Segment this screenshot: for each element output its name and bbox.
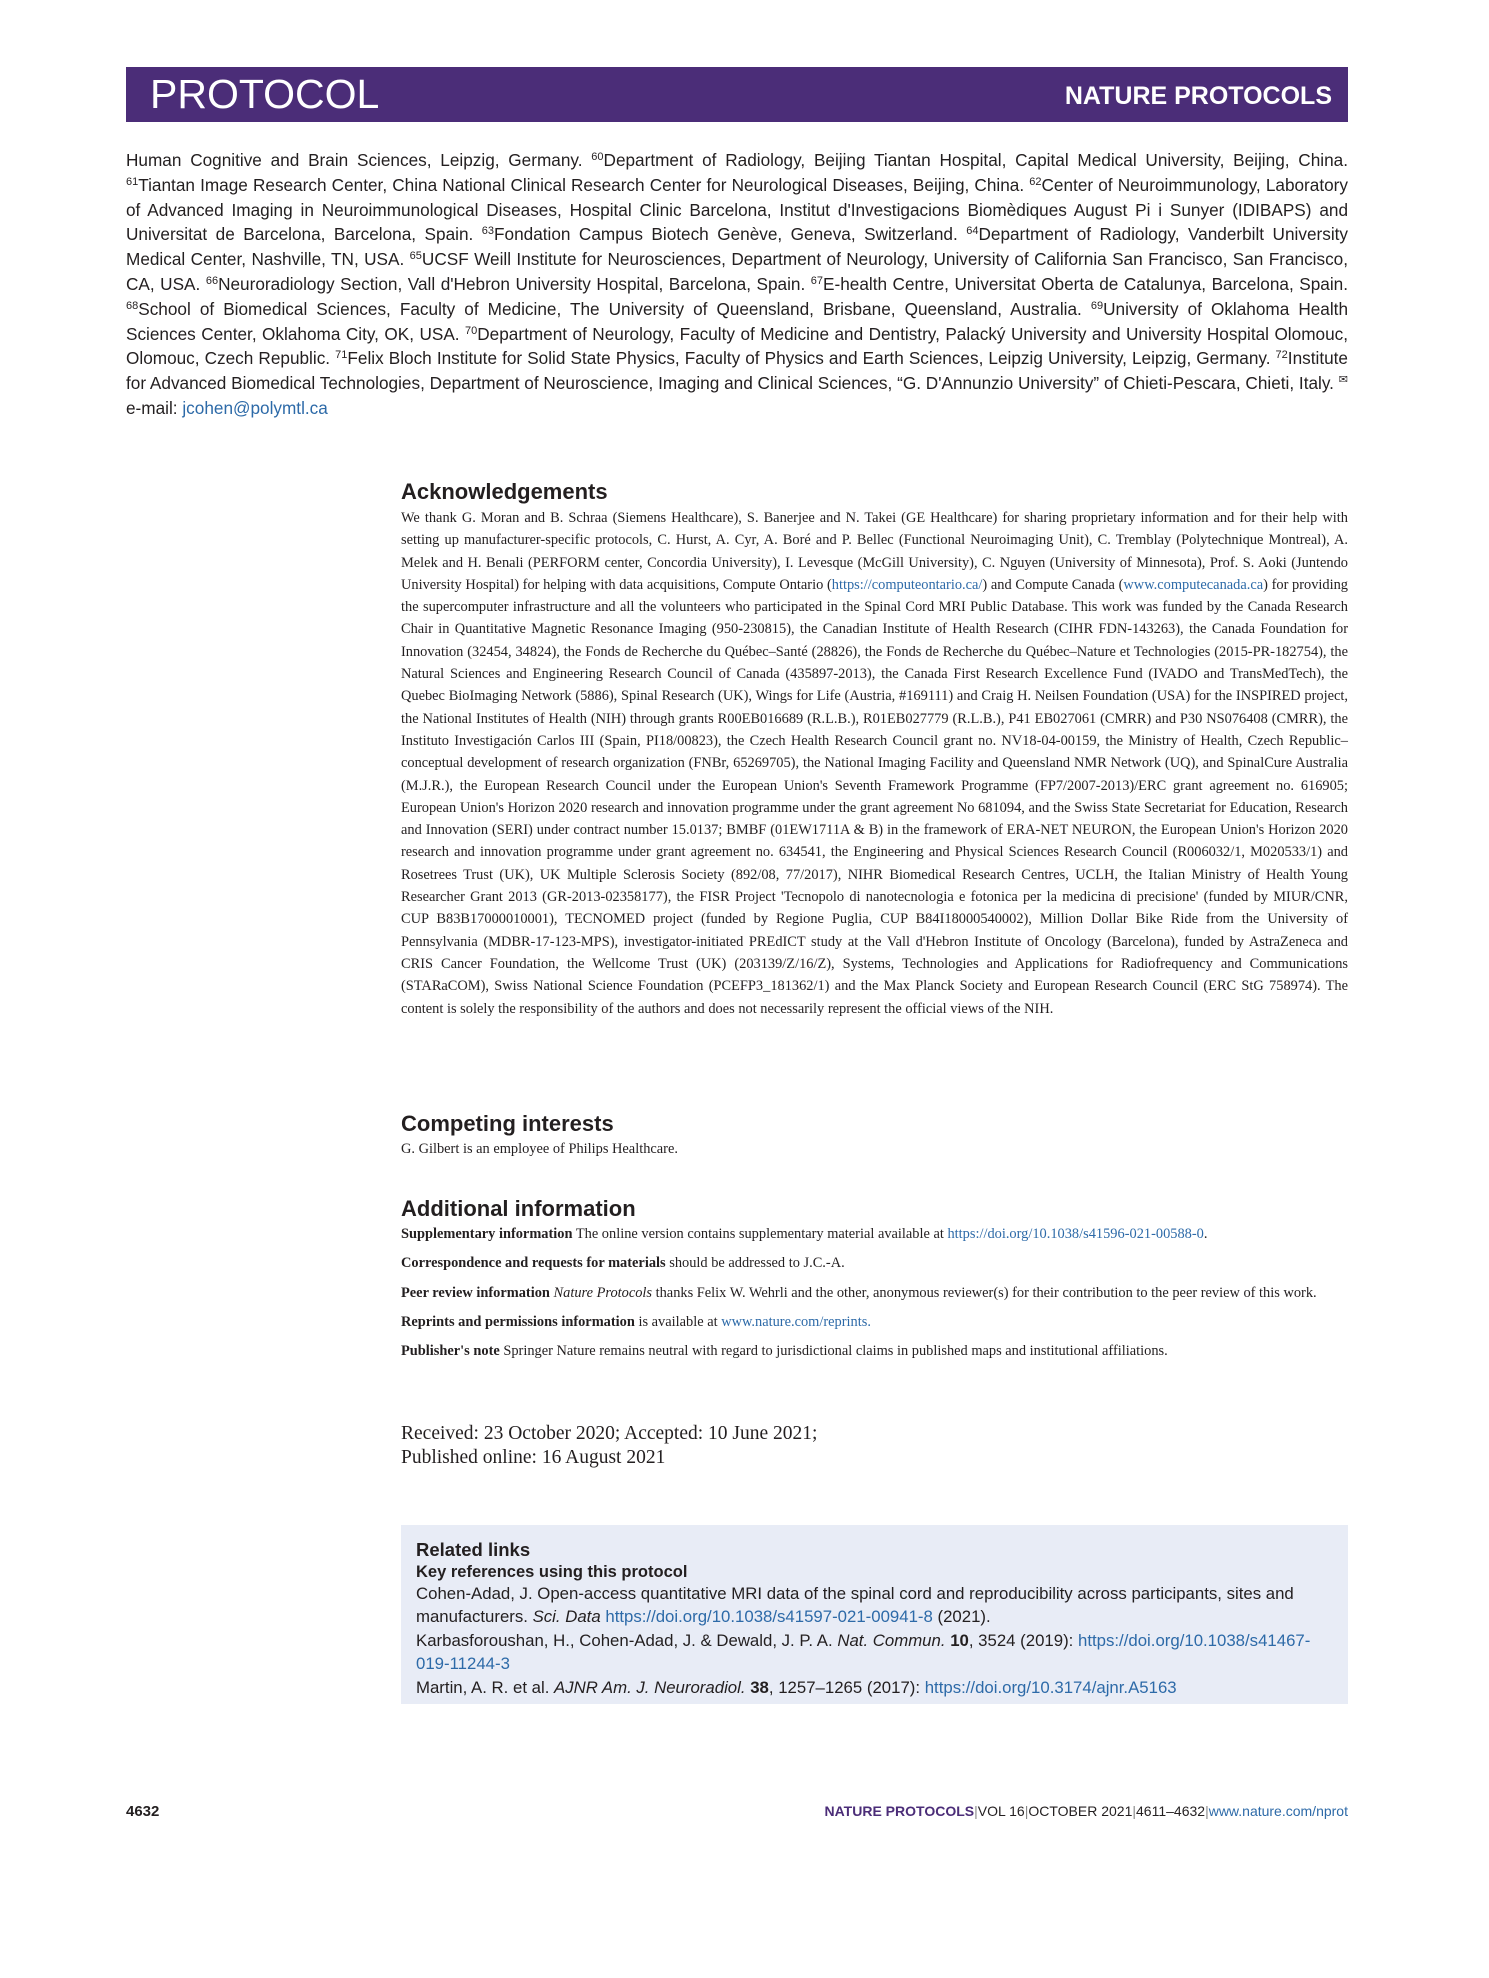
acknowledgements-title: Acknowledgements [401, 479, 608, 504]
reference-doi-link[interactable]: https://doi.org/10.3174/ajnr.A5163 [924, 1677, 1177, 1697]
received-accepted-dates: Received: 23 October 2020; Accepted: 10 June 2021; [401, 1423, 818, 1444]
email-icon: ✉ [1338, 374, 1348, 387]
publishers-note: Publisher's note Springer Nature remains neutral with regard to jurisdictional claims in published maps and institutional affiliations. [401, 1343, 1168, 1360]
reference-item: Martin, A. R. et al. AJNR Am. J. Neuroradiol. 38, 1257–1265 (2017): https://doi.org/10.3174/ajnr.A5163 [416, 1677, 1177, 1697]
affiliations: Human Cognitive and Brain Sciences, Leipzig, Germany. $^{60}$Department of Radiology, Beijing Tiantan Hospital, Capital Medical University, Beijing, China. $^{61}$Tiantan Image Research Center, China National Clinical Research Center for Neurological Diseases, Beijing, China. $^{62}$Center of Neuroimmunology, Laboratory of Advanced Imaging in Neuroimmunological Diseases, Hospital Clinic Barcelona, Institut d'Investigacions Biomèdiques August Pi i Sunyer (IDIBAPS) and Universitat de Barcelona, Barcelona, Spain. $^{63}$Fondation Campus Biotech Genève, Geneva, Switzerland. $^{64}$Department of Radiology, Vanderbilt University Medical Center, Nashville, TN, USA. $^{65}$UCSF Weill Institute for Neurosciences, Department of Neurology, University of California San Francisco, San Francisco, CA, USA. $^{66}$Neuroradiology Section, Vall d'Hebron University Hospital, Barcelona, Spain. $^{67}$E-health Centre, Universitat Oberta de Catalunya, Barcelona, Spain. $^{68}$School of Biomedical Sciences, Faculty of Medicine, The University of Queensland, Brisbane, Queensland, Australia. $^{69}$University of Oklahoma Health Sciences Center, Oklahoma City, OK, USA. $^{70}$Department of Neurology, Faculty of Medicine and Dentistry, Palacký University and University Hospital Olomouc, Olomouc, Czech Republic. $^{71}$Felix Bloch Institute for Solid State Physics, Faculty of Physics and Earth Sciences, Leipzig University, Leipzig, Germany. $^{72}$Institute for Advanced Biomedical Technologies, Department of Neuroscience, Imaging and Clinical Sciences, “G. D'Annunzio University” of Chieti-Pescara, Chieti, Italy. ✉e-mail: jcohen@polymtl.ca [126, 150, 1349, 418]
reference-doi-link[interactable]: https://doi.org/10.1038/s41597-021-00941-8 [605, 1607, 933, 1627]
journal-name: NATURE PROTOCOLS [1064, 82, 1332, 110]
journal-url-link[interactable]: www.nature.com/nprot [1208, 1803, 1348, 1819]
reference-item: Karbasforoushan, H., Cohen-Adad, J. & Dewald, J. P. A. Nat. Commun. 10, 3524 (2019): https://doi.org/10.1038/s41467-019-11244-3 [416, 1630, 1311, 1674]
competing-interests-text: G. Gilbert is an employee of Philips Healthcare. [401, 1141, 678, 1157]
email-link[interactable]: jcohen@polymtl.ca [182, 397, 328, 418]
related-links-box [401, 1525, 1348, 1704]
reference-item: Cohen-Adad, J. Open-access quantitative MRI data of the spinal cord and reproducibility across participants, sites and manufacturers. Sci. Data https://doi.org/10.1038/s41597-021-00941-8 (2021). [416, 1584, 1294, 1627]
publication-dates [401, 1422, 1348, 1470]
correspondence-info: Correspondence and requests for materials should be addressed to J.C.-A. [401, 1255, 845, 1272]
competing-interests-title: Competing interests [401, 1111, 614, 1136]
acknowledgements-text: We thank G. Moran and B. Schraa (Siemens Healthcare), S. Banerjee and N. Takei (GE Healthcare) for sharing proprietary information and for their help with setting up manufacturer-specific protocols, C. Hurst, A. Cyr, A. Boré and P. Bellec (Functional Neuroimaging Unit), C. Tremblay (Polytechnique Montreal), A. Melek and H. Benali (PERFORM center, Concordia University), I. Levesque (McGill University), C. Nguyen (University of Minnesota), Prof. S. Aoki (Juntendo University Hospital) for helping with data acquisitions, Compute Ontario (https://computeontario.ca/) and Compute Canada (www.computecanada.ca) for providing the supercomputer infrastructure and all the volunteers who participated in the Spinal Cord MRI Public Database. This work was funded by the Canada Research Chair in Quantitative Magnetic Resonance Imaging (950-230815), the Canadian Institute of Health Research (CIHR FDN-143263), the Canada Foundation for Innovation (32454, 34824), the Fonds de Recherche du Québec–Santé (28826), the Fonds de Recherche du Québec–Nature et Technologies (2015-PR-182754), the Natural Sciences and Engineering Research Council of Canada (435897-2013), the Canada First Research Excellence Fund (IVADO and TransMedTech), the Quebec BioImaging Network (5886), Spinal Research (UK), Wings for Life (Austria, #169111) and Craig H. Neilsen Foundation (USA) for the INSPIRED project, the National Institutes of Health (NIH) through grants R00EB016689 (R.L.B.), R01EB027779 (R.L.B.), P41 EB027061 (CMRR) and P30 NS076408 (CMRR), the Instituto Investigación Carlos III (Spain, PI18/00823), the Czech Health Research Council grant no. NV18-04-00159, the Ministry of Health, Czech Republic–conceptual development of research organization (FNBr, 65269705), the National Imaging Facility and Queensland NMR Network (UQ), and SpinalCure Australia (M.J.R.), the European Research Council under the European Union's Seventh Framework Programme (FP7/2007-2013)/ERC grant agreement no. 616905; European Union's Horizon 2020 research and innovation programme under the grant agreement No 681094, and the Swiss State Secretariat for Education, Research and Innovation (SERI) under contract number 15.0137; BMBF (01EW1711A & B) in the framework of ERA-NET NEURON, the European Union's Horizon 2020 research and innovation programme under grant agreement no. 634541, the Engineering and Physical Sciences Research Council (R006032/1, M020533/1) and Rosetrees Trust (UK), UK Multiple Sclerosis Society (892/08, 77/2017), NIHR Biomedical Research Centres, UCLH, the Italian Ministry of Health Young Researcher Grant 2013 (GR-2013-02358177), the FISR Project 'Tecnopolo di nanotecnologia e fotonica per la medicina di precisione' (funded by MIUR/CNR, CUP B83B17000010001), TECNOMED project (funded by Regione Puglia, CUP B84I18000540002), Million Dollar Bike Ride from the University of Pennsylvania (MDBR-17-123-MPS), investigator-initiated PREdICT study at the Vall d'Hebron Institute of Oncology (Barcelona), funded by AstraZeneca and CRIS Cancer Foundation, the Wellcome Trust (UK) (203139/Z/16/Z), Systems, Technologies and Applications for Radiofrequency and Communications (STARaCOM), Swiss National Science Foundation (PCEFP3_181362/1) and the Max Planck Society and European Research Council (ERC StG 758974). The content is solely the responsibility of the authors and does not necessarily represent the official views of the NIH. [401, 510, 1349, 1017]
reprints-info: Reprints and permissions information is available at www.nature.com/reprints. [401, 1313, 871, 1330]
footer-citation: NATURE PROTOCOLS|VOL 16|OCTOBER 2021|4611–4632|www.nature.com/nprot [824, 1803, 1348, 1819]
supplementary-doi-link[interactable]: https://doi.org/10.1038/s41596-021-00588-0 [947, 1226, 1204, 1242]
supplementary-info: Supplementary information The online version contains supplementary material available at https://doi.org/10.1038/s41596-021-00588-0. [401, 1226, 1208, 1242]
related-links-title: Related links [416, 1539, 531, 1560]
reprints-link[interactable]: www.nature.com/reprints. [721, 1313, 871, 1330]
page-number: 4632 [126, 1803, 160, 1820]
computeontario-link[interactable]: https://computeontario.ca/ [831, 576, 983, 593]
acknowledgements-section [401, 479, 1348, 1020]
section-label: PROTOCOL [150, 71, 380, 117]
additional-information-title: Additional information [401, 1196, 636, 1221]
related-links-subtitle: Key references using this protocol [416, 1563, 688, 1581]
published-online-date: Published online: 16 August 2021 [401, 1447, 666, 1468]
additional-information-section [401, 1196, 1348, 1369]
reference-doi-link[interactable]: https://doi.org/10.1038/s41467-019-11244-3 [416, 1630, 1311, 1674]
competing-interests-section [401, 1111, 1348, 1160]
computecanada-link[interactable]: www.computecanada.ca [1123, 576, 1264, 593]
peer-review-info: Peer review information Nature Protocols thanks Felix W. Wehrli and the other, anonymous reviewer(s) for their contribution to the peer review of this work. [401, 1284, 1317, 1301]
header-bar [126, 67, 1348, 122]
